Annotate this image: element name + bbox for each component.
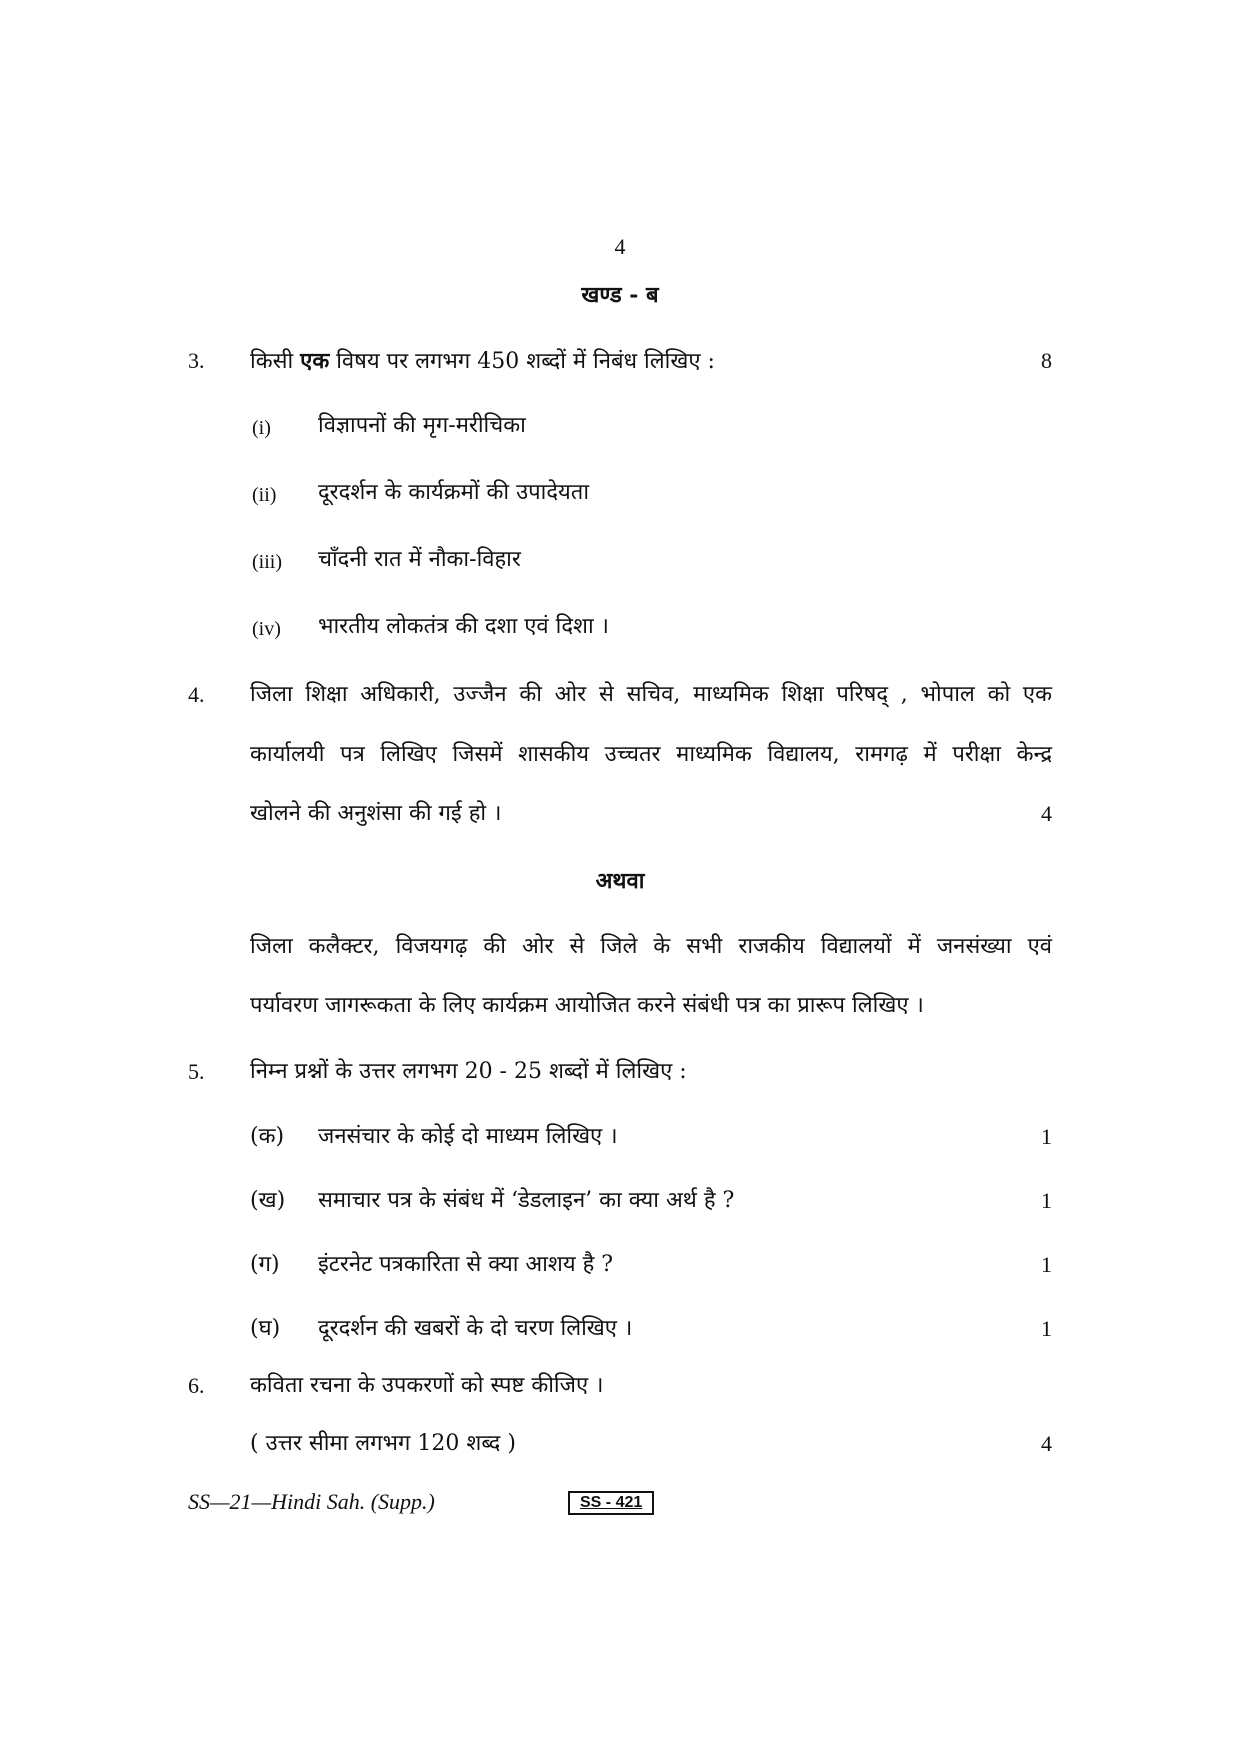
option-text: दूरदर्शन के कार्यक्रमों की उपादेयता — [318, 480, 590, 505]
question-text — [250, 346, 715, 377]
sub-question-marks: 1 — [1041, 1252, 1052, 1277]
option-label: (iii) — [252, 551, 282, 573]
sub-question-label: (ख) — [250, 1188, 286, 1213]
page-number: 4 — [614, 234, 626, 259]
sub-question-marks: 1 — [1041, 1316, 1052, 1341]
question-text-line: खोलने की अनुशंसा की गई हो । — [250, 801, 502, 826]
sub-question-marks: 1 — [1041, 1188, 1052, 1213]
sub-question-text: दूरदर्शन की खबरों के दो चरण लिखिए । — [318, 1316, 633, 1341]
sub-question-label: (क) — [250, 1124, 285, 1149]
question-text-pre: किसी — [250, 349, 301, 374]
section-title: खण्ड - ब — [581, 282, 659, 308]
sub-question-label: (घ) — [250, 1316, 281, 1341]
question-marks: 4 — [1041, 801, 1052, 826]
question-number: 5. — [188, 1059, 205, 1084]
sub-question-label: (ग) — [250, 1252, 280, 1277]
sub-question-text: जनसंचार के कोई दो माध्यम लिखिए । — [318, 1124, 618, 1149]
question-text-line: कार्यालयी पत्र लिखिए जिसमें शासकीय उच्चतर माध्यमिक विद्यालय, रामगढ़ में परीक्षा केन्द्र — [250, 742, 1052, 767]
question-text-line: जिला शिक्षा अधिकारी, उज्जैन की ओर से सचिव, माध्यमिक शिक्षा परिषद् , भोपाल को एक — [250, 682, 1052, 707]
sub-question-text: समाचार पत्र के संबंध में ‘डेडलाइन’ का क्या अर्थ है ? — [318, 1188, 735, 1213]
option-label: (i) — [252, 417, 271, 439]
option-label: (ii) — [252, 484, 277, 506]
question-number: 4. — [188, 682, 205, 707]
footer-code-box: SS - 421 — [568, 1491, 654, 1515]
question-text: कविता रचना के उपकरणों को स्पष्ट कीजिए । — [250, 1373, 604, 1398]
option-text: चाँदनी रात में नौका-विहार — [318, 547, 521, 572]
question-text: निम्न प्रश्नों के उत्तर लगभग 20 - 25 शब्दों में लिखिए : — [250, 1059, 687, 1084]
option-label: (iv) — [252, 618, 281, 640]
alternate-question-line: पर्यावरण जागरूकता के लिए कार्यक्रम आयोजित करने संबंधी पत्र का प्रारूप लिखिए । — [250, 993, 924, 1018]
question-text-emphasis: एक — [300, 348, 330, 374]
question-number: 3. — [188, 348, 205, 373]
alternate-question-line: जिला कलैक्टर, विजयगढ़ की ओर से जिले के सभी राजकीय विद्यालयों में जनसंख्या एवं — [250, 934, 1052, 959]
option-text: विज्ञापनों की मृग-मरीचिका — [318, 413, 526, 438]
option-text: भारतीय लोकतंत्र की दशा एवं दिशा । — [318, 614, 610, 639]
footer-paper-code: SS—21—Hindi Sah. (Supp.) — [188, 1489, 435, 1514]
question-marks: 8 — [1041, 348, 1052, 373]
question-number: 6. — [188, 1373, 205, 1398]
sub-question-text: इंटरनेट पत्रकारिता से क्या आशय है ? — [318, 1252, 614, 1277]
word-limit-note: ( उत्तर सीमा लगभग 120 शब्द ) — [250, 1431, 516, 1456]
question-text-post: विषय पर लगभग 450 शब्दों में निबंध लिखिए : — [329, 349, 715, 374]
sub-question-marks: 1 — [1041, 1124, 1052, 1149]
or-label: अथवा — [595, 868, 645, 894]
question-marks: 4 — [1041, 1431, 1052, 1456]
